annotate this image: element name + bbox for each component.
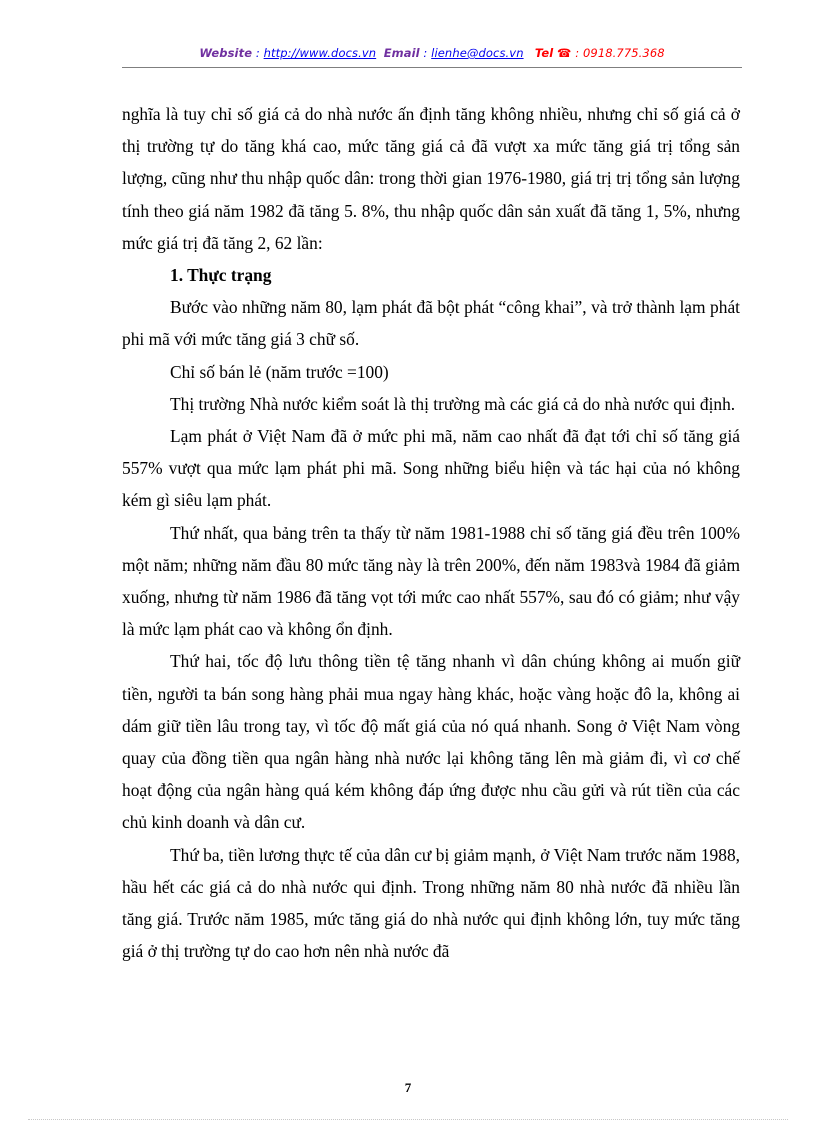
header-rule	[122, 67, 742, 68]
page-number: 7	[404, 1080, 412, 1095]
tel-number: 0918.775.368	[582, 46, 665, 60]
paragraph: Thứ hai, tốc độ lưu thông tiền tệ tăng nhanh vì dân chúng không ai muốn giữ tiền, người ta bán song hàng phải mua ngay hàng khác, hoặc vàng hoặc đô la, không ai dám giữ tiền lâu trong tay, vì tốc độ mất giá của nó quá nhanh. Song ở Việt Nam vòng quay của đồng tiền qua ngân hàng nhà nước lại không tăng lên mà giảm đi, vì cơ chế hoạt động của ngân hàng quá kém không đáp ứng được nhu cầu gửi và rút tiền của các chủ kinh doanh và dân cư.	[122, 651, 740, 833]
email-label: Email	[383, 46, 420, 60]
section-heading: 1. Thực trạng	[170, 265, 272, 286]
paragraph: Lạm phát ở Việt Nam đã ở mức phi mã, năm cao nhất đã đạt tới chỉ số tăng giá 557% vượt qua mức lạm phát phi mã. Song những biểu hiện và tác hại của nó không kém gì siêu lạm phát.	[122, 426, 740, 511]
paragraph: Thị trường Nhà nước kiểm soát là thị trường mà các giá cả do nhà nước qui định.	[170, 393, 736, 414]
email-link[interactable]: lienhe@docs.vn	[431, 46, 524, 60]
website-label: Website	[199, 46, 253, 60]
paragraph: Chỉ số bán lẻ (năm trước =100)	[170, 361, 389, 382]
paragraph: Thứ nhất, qua bảng trên ta thấy từ năm 1981-1988 chỉ số tăng giá đều trên 100% một năm; những năm đầu 80 mức tăng này là trên 200%, đến năm 1983và 1984 đã giảm xuống, nhưng từ năm 1986 đã tăng vọt tới mức cao nhất 557%, sau đó có giảm; như vậy là mức lạm phát cao và không ổn định.	[122, 522, 740, 640]
page-header: Website : http://www.docs.vn Email : lienhe@docs.vn Tel ☎ : 0918.775.368	[199, 46, 665, 60]
paragraph: Thứ ba, tiền lương thực tế của dân cư bị giảm mạnh, ở Việt Nam trước năm 1988, hầu hết các giá cả do nhà nước qui định. Trong những năm 80 nhà nước đã nhiều lần tăng giá. Trước năm 1985, mức tăng giá do nhà nước qui định không lớn, tuy mức tăng giá ở thị trường tự do cao hơn nên nhà nước đã	[122, 844, 740, 962]
tel-label: Tel	[534, 46, 554, 60]
paragraph: nghĩa là tuy chỉ số giá cả do nhà nước ấn định tăng không nhiều, nhưng chỉ số giá cả ở thị trường tự do tăng khá cao, mức tăng giá cả đã vượt xa mức tăng giá trị tổng sản lượng, cũng như thu nhập quốc dân: trong thời gian 1976-1980, giá trị trị tổng sản lượng tính theo giá năm 1982 đã tăng 5. 8%, thu nhập quốc dân sản xuất đã tăng 1, 5%, nhưng mức giá trị đã tăng 2, 62 lần:	[122, 104, 740, 253]
phone-icon: ☎	[557, 46, 572, 60]
document-body	[122, 98, 740, 967]
website-link[interactable]: http://www.docs.vn	[263, 46, 377, 60]
page-bottom-border	[28, 1119, 788, 1120]
paragraph: Bước vào những năm 80, lạm phát đã bột phát “công khai”, và trở thành lạm phát phi mã với mức tăng giá 3 chữ số.	[122, 297, 740, 350]
